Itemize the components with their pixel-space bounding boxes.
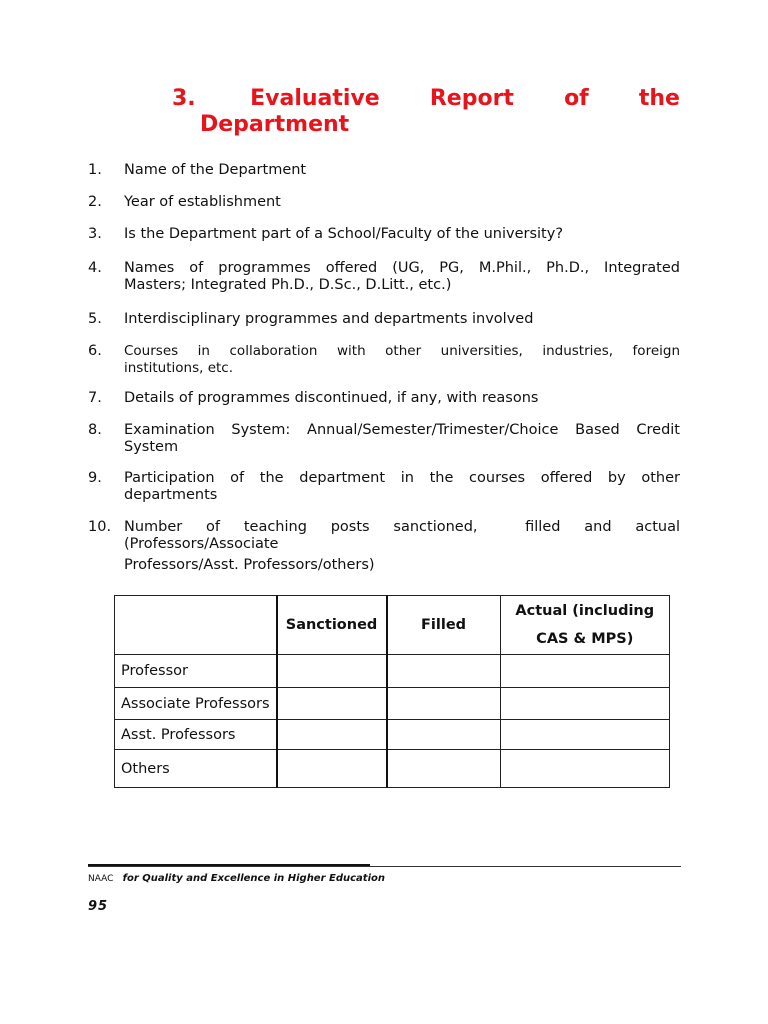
heading-line-2: Department xyxy=(200,112,350,137)
list-item: 8. Examination System: Annual/Semester/Trimester/Choice Based Credit System xyxy=(88,422,680,455)
sanctioned-cell[interactable] xyxy=(277,655,387,688)
heading-word-2: Report xyxy=(429,86,514,111)
filled-cell[interactable] xyxy=(387,750,501,788)
list-item: 1. Name of the Department xyxy=(88,162,307,178)
footer-divider xyxy=(88,866,681,867)
section-heading xyxy=(172,86,680,138)
list-item: 4. Names of programmes offered (UG, PG, M.Phil., Ph.D., Integrated Masters; Integrated Ph.D., D.Sc., D.Litt., etc.) xyxy=(88,260,680,293)
filled-cell[interactable] xyxy=(387,720,501,750)
row-label: Associate Professors xyxy=(115,688,277,720)
sanctioned-cell[interactable] xyxy=(277,750,387,788)
header-blank-cell xyxy=(115,596,277,655)
heading-word-3: of xyxy=(564,86,589,111)
row-label: Others xyxy=(115,750,277,788)
row-label: Professor xyxy=(115,655,277,688)
list-item-continuation: Professors/Asst. Professors/others) xyxy=(124,557,375,573)
table-header-row xyxy=(115,596,670,655)
table-row xyxy=(115,655,670,688)
actual-cell[interactable] xyxy=(500,720,669,750)
table-row xyxy=(115,688,670,720)
list-item: 9. Participation of the department in the courses offered by other departments xyxy=(88,470,680,503)
filled-cell[interactable] xyxy=(387,688,501,720)
header-filled: Filled xyxy=(387,596,501,655)
table-row xyxy=(115,750,670,788)
footer-slogan: for Quality and Excellence in Higher Education xyxy=(122,873,385,884)
list-item: 6. Courses in collaboration with other universities, industries, foreign institutions, etc. xyxy=(88,343,680,376)
teaching-posts-table xyxy=(114,595,670,788)
sanctioned-cell[interactable] xyxy=(277,688,387,720)
footer-tag: NAAC xyxy=(88,874,114,884)
actual-cell[interactable] xyxy=(500,688,669,720)
list-item: 7. Details of programmes discontinued, if any, with reasons xyxy=(88,390,539,406)
table-row xyxy=(115,720,670,750)
heading-word-4: the xyxy=(638,86,680,111)
row-label: Asst. Professors xyxy=(115,720,277,750)
actual-cell[interactable] xyxy=(500,750,669,788)
header-sanctioned: Sanctioned xyxy=(277,596,387,655)
list-item: 3. Is the Department part of a School/Faculty of the university? xyxy=(88,226,564,242)
list-item: 2. Year of establishment xyxy=(88,194,281,210)
heading-number: 3. xyxy=(172,86,196,111)
actual-cell[interactable] xyxy=(500,655,669,688)
heading-word-1: Evaluative xyxy=(250,86,380,111)
filled-cell[interactable] xyxy=(387,655,501,688)
page-footer xyxy=(88,873,385,884)
sanctioned-cell[interactable] xyxy=(277,720,387,750)
list-item: 5. Interdisciplinary programmes and departments involved xyxy=(88,311,534,327)
header-actual: Actual (including CAS & MPS) xyxy=(500,596,669,655)
list-item: 10. Number of teaching posts sanctioned, filled and actual (Professors/Associate xyxy=(88,519,680,552)
page-number: 95 xyxy=(88,899,109,914)
